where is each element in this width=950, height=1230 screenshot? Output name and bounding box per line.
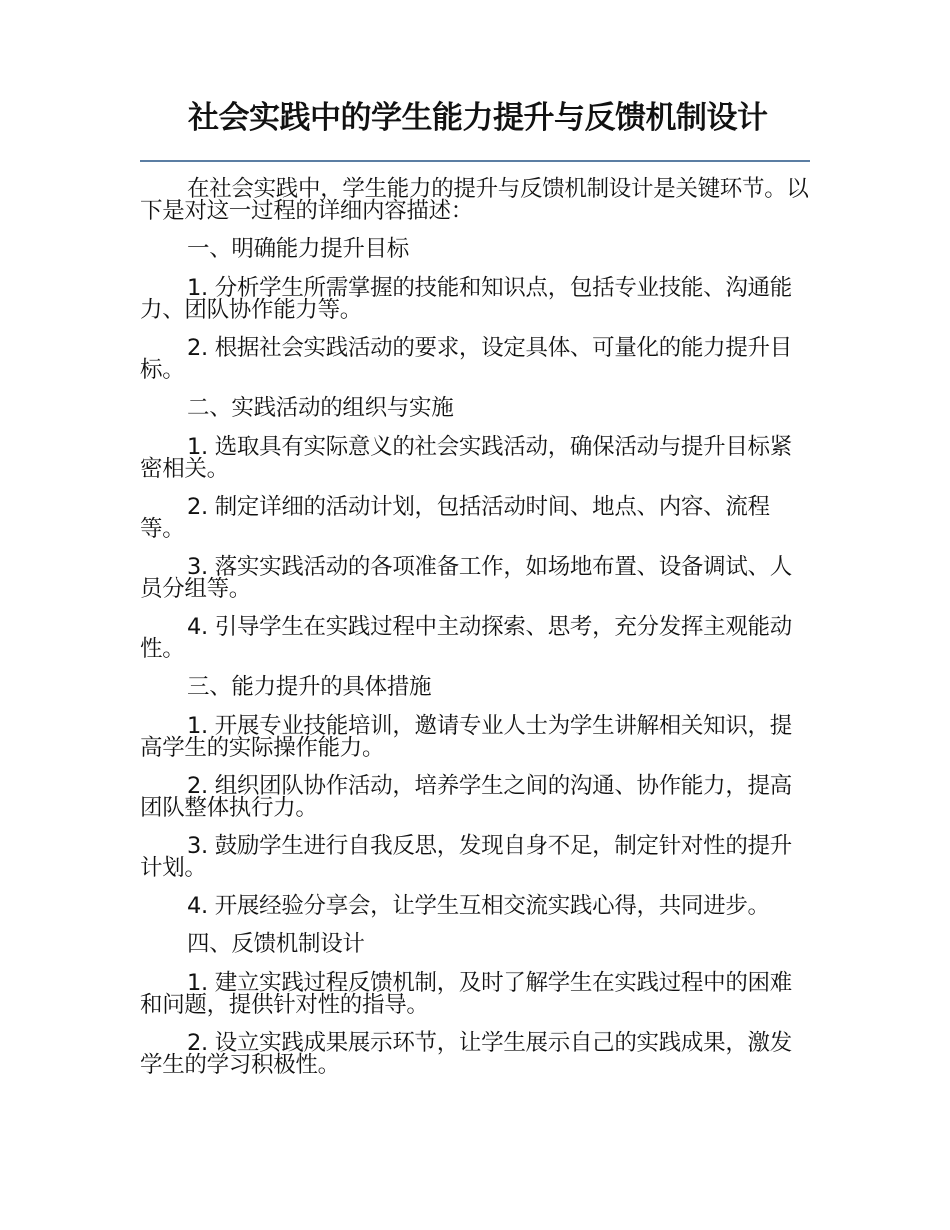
list-item: 2. 组织团队协作活动，培养学生之间的沟通、协作能力，提高团队整体执行力。 xyxy=(140,773,792,821)
list-item: 1. 建立实践过程反馈机制，及时了解学生在实践过程中的困难和问题，提供针对性的指导。 xyxy=(140,970,792,1018)
section-heading-3: 三、能力提升的具体措施 xyxy=(187,674,432,700)
list-item: 2. 根据社会实践活动的要求，设定具体、可量化的能力提升目标。 xyxy=(140,335,792,383)
list-item: 2. 设立实践成果展示环节，让学生展示自己的实践成果，激发学生的学习积极性。 xyxy=(140,1030,792,1078)
list-item: 4. 引导学生在实践过程中主动探索、思考，充分发挥主观能动性。 xyxy=(140,614,792,662)
title-underline xyxy=(140,160,810,162)
intro-paragraph: 在社会实践中，学生能力的提升与反馈机制设计是关键环节。以下是对这一过程的详细内容描述： xyxy=(140,176,809,224)
document-page xyxy=(140,0,812,1230)
section-heading-2: 二、实践活动的组织与实施 xyxy=(187,395,454,421)
list-item: 1. 分析学生所需掌握的技能和知识点，包括专业技能、沟通能力、团队协作能力等。 xyxy=(140,275,792,323)
list-item: 4. 开展经验分享会，让学生互相交流实践心得，共同进步。 xyxy=(187,893,770,919)
section-heading-4: 四、反馈机制设计 xyxy=(187,931,365,957)
document-title: 社会实践中的学生能力提升与反馈机制设计 xyxy=(188,100,768,136)
list-item: 3. 鼓励学生进行自我反思，发现自身不足，制定针对性的提升计划。 xyxy=(140,833,792,881)
document-body xyxy=(140,178,812,1092)
list-item: 1. 开展专业技能培训，邀请专业人士为学生讲解相关知识，提高学生的实际操作能力。 xyxy=(140,713,792,761)
list-item: 3. 落实实践活动的各项准备工作，如场地布置、设备调试、人员分组等。 xyxy=(140,554,792,602)
list-item: 1. 选取具有实际意义的社会实践活动，确保活动与提升目标紧密相关。 xyxy=(140,434,792,482)
list-item: 2. 制定详细的活动计划，包括活动时间、地点、内容、流程等。 xyxy=(140,494,770,542)
section-heading-1: 一、明确能力提升目标 xyxy=(187,236,410,262)
